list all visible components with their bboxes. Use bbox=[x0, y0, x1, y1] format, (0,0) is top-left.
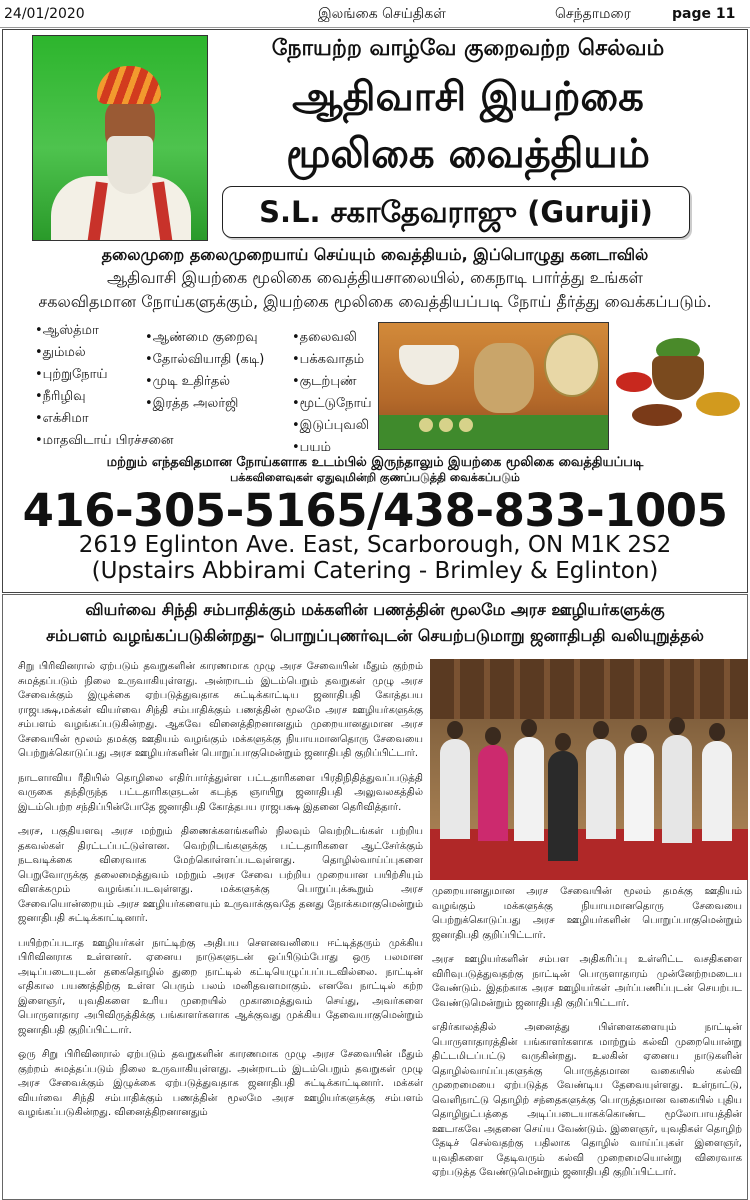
address-line1: 2619 Eglinton Ave. East, Scarborough, ON M1K 2S2 bbox=[78, 532, 672, 558]
spices-photo bbox=[612, 322, 744, 448]
ad-tagline-top: நோயற்ற வாழ்வே குறைவற்ற செல்வம் bbox=[271, 36, 665, 61]
photo-fruit bbox=[439, 418, 453, 432]
photo-person bbox=[440, 739, 470, 839]
phone-numbers: 416-305-5165/438-833-1005 bbox=[22, 484, 728, 537]
ailments-list-3 bbox=[292, 327, 372, 459]
photo-head bbox=[709, 723, 725, 741]
news-headline-line1: வியர்வை சிந்தி சம்பாதிக்கும் மக்களின் பணத்தின் மூலமே அரச ஊழியர்களுக்கு bbox=[85, 600, 665, 619]
article-paragraph: முறையானதுமான அரச சேவையின் மூலம் தமக்கு ஊதியம் வழங்கும் மக்களுக்கு நியாயமானதொரு சேவையை பெற்றுக்கொடுப்பது அரச ஊழியர்களின் பொறுப்பாகுமென்றும் ஜனாதிபதி குறிப்பிட்டார். bbox=[432, 886, 742, 941]
article-main-column bbox=[18, 660, 423, 1131]
article-paragraph: அரச ஊழியர்களின் சம்பள அதிகரிப்பு உள்ளிட்ட வசதிகளை விரிவுபடுத்துவதற்கு நாட்டின் பொருளாதாரம் முன்னேற்றமடைய வேண்டும். இதற்காக அரச ஊழியர்கள் அர்ப்பணிப்புடன் செயற்பட வேண்டுமென்றும் ஜனாதிபதி குறிப்பிட்டார். bbox=[432, 954, 742, 1009]
page-header bbox=[0, 0, 750, 28]
ailment-item: • முடி உதிர்தல் bbox=[145, 371, 264, 393]
ailment-item: • இடுப்புவலி bbox=[292, 415, 372, 437]
page-number: page 11 bbox=[672, 6, 736, 22]
ad-title-line2: மூலிகை வைத்தியம் bbox=[286, 131, 650, 177]
ailment-item: • எக்சிமா bbox=[35, 408, 173, 430]
photo-head bbox=[521, 719, 537, 737]
photo-person bbox=[514, 737, 544, 841]
ailment-item: • தும்மல் bbox=[35, 342, 173, 364]
ailment-item: • தோல்வியாதி (கடி) bbox=[145, 349, 264, 371]
photo-spice-pile bbox=[632, 404, 682, 426]
photo-roots bbox=[474, 343, 534, 413]
ad-more-line1: மற்றும் எந்தவிதமான நோய்களாக உடம்பில் இருந்தாலும் இயற்கை மூலிகை வைத்தியப்படி bbox=[106, 455, 644, 470]
photo-person bbox=[586, 739, 616, 839]
ad-description-line1: ஆதிவாசி இயற்கை மூலிகை வைத்தியசாலையில், கைநாடி பார்த்து உங்கள் bbox=[107, 268, 643, 287]
photo-bowl bbox=[652, 356, 704, 400]
photo-wall bbox=[430, 659, 748, 719]
ailment-item: • தலைவலி bbox=[292, 327, 372, 349]
photo-leaf bbox=[379, 415, 608, 449]
photo-person bbox=[662, 735, 692, 843]
photo-head bbox=[447, 721, 463, 739]
photo-head bbox=[593, 721, 609, 739]
address-line2: (Upstairs Abbirami Catering - Brimley & Eglinton) bbox=[91, 558, 659, 584]
photo-turban bbox=[97, 66, 161, 104]
herbal-medicine-photo bbox=[378, 322, 609, 450]
photo-head bbox=[669, 717, 685, 735]
photo-person bbox=[478, 745, 508, 841]
ailment-item: • இரத்த அலர்ஜி bbox=[145, 393, 264, 415]
ailment-item: • பக்கவாதம் bbox=[292, 349, 372, 371]
photo-person bbox=[624, 743, 654, 841]
ad-description-line2: சகலவிதமான நோய்களுக்கும், இயற்கை மூலிகை வைத்தியப்படி நோய் தீர்த்து வைக்கப்படும். bbox=[38, 292, 712, 311]
photo-jar bbox=[544, 333, 600, 397]
ailment-item: • நீரிழிவு bbox=[35, 386, 173, 408]
ailment-item: • குடற்புண் bbox=[292, 371, 372, 393]
article-paragraph: நாடளாவிய ரீதியில் தொழிலை எதிர்பார்த்துள்ள பட்டதாரிகளை பிரதிநிதித்துவப்படுத்தி வருகை தந்திருந்த பட்டதாரிகளுடன் கடந்த ஞாயிறு ஜனாதிபதி அலுவலகத்தில் இடம்பெற்ற சந்திப்பின்போதே ஜனாதிபதி கோத்தபய ராஜபக்ஷ இதனை தெரிவித்தார். bbox=[18, 772, 423, 813]
photo-chili bbox=[616, 372, 652, 392]
article-paragraph: பயிற்றப்படாத ஊழியர்கள் நாட்டிற்கு அதிபய சௌனவனியை ஈட்டித்தரும் முக்கிய பிரிவினராக உள்ளனர். ஏனைய நாடுகளுடன் ஒப்பிடும்போது ஒரு பலமான அடிப்படையுடன் தகைதொழில் துறை நாட்டில் கட்டியெழுப்பப்படவில்லை. நாட்டின் எதிகால பயணத்திற்கு உள்ள பெரும் பலம் மனிதவளமாகும். எனவே நாட்டில் கற்ற இளைஞர், யுவதிகளை உரிய முறையில் முகாமைத்துவம் செய்து, அவர்களை பொருளாதார அபிவிருத்திக்கு பங்காளர்களாக ஆக்குவது முக்கிய தேவையாகுமென்றும் ஜனாதிபதி குறிப்பிட்டார். bbox=[18, 937, 423, 1036]
article-paragraph: சிறு பிரிவினரால் ஏற்படும் தவறுகளின் காரணமாக முழு அரச சேவையின் மீதும் குற்றம் சுமத்தப்படும் நிலை உருவாகியுள்ளது. அன்றாடம் இடம்பெறும் தவறுகள் முழு அரச சேவைக்கும் இழுக்கை ஏற்படுத்துவதாக சுட்டிக்காட்டிய ஜனாதிபதி கோத்தபய ராஜபக்ஷ,மக்கள் வியர்வை சிந்தி சம்பாதிக்கும் பணத்தின் மூலமே அரச ஊழியர்களுக்கு சம்பளம் வழங்கப்படுகின்றது. ஆகவே வினைத்திறனானதும் முறையானதுமான அரச சேவையின் மூலம் தமக்கு ஊதியம் வழங்கும் மக்களுக்கு நியாயமானதொரு சேவையை பெற்றுக்கொடுப்பது அரச ஊழியர்களின் பொறுப்பாகுமென்றும் ஜனாதிபதி குறிப்பிட்டார். bbox=[18, 661, 423, 759]
article-paragraph: அரச, பகுதியளவு அரச மற்றும் திணைக்களங்களில் நிலவும் வெற்றிடங்கள் பற்றிய தகவல்கள் திரட்டப்பட்டுள்ளன. வெற்றிடங்களுக்கு பட்டதாரிகளை ஆட்சேர்க்கும் நடவடிக்கை விரைவாக மேற்கொள்ளப்படவுள்ளது. தொழில்வாய்ப்புகளை பெறுவோருக்கு தலைமைத்துவம் மற்றும் அரச சேவை பற்றிய முறையான பயிற்சியும் விளக்கமும் வழங்கப்படவுள்ளது. மக்களுக்கு பொறுப்புக்கூறும் அரச சேவையொன்றையும் அரச ஊழியர்களையும் உருவாக்குவதே தனது நோக்கமாகுமென்றும் ஜனாதிபதி சுட்டிக்காட்டினார். bbox=[18, 826, 423, 924]
guruji-photo bbox=[32, 35, 208, 241]
photo-person bbox=[702, 741, 732, 841]
issue-date: 24/01/2020 bbox=[4, 6, 85, 22]
photo-fruit bbox=[459, 418, 473, 432]
photo-fruit bbox=[419, 418, 433, 432]
photo-head bbox=[485, 727, 501, 745]
section-name: இலங்கை செய்திகள் bbox=[318, 6, 446, 22]
ailment-item: • பயம் bbox=[292, 437, 372, 459]
photo-person bbox=[548, 751, 578, 861]
meeting-photo bbox=[430, 659, 748, 880]
ailment-item: • ஆஸ்த்மா bbox=[35, 320, 173, 342]
photo-spice-pile bbox=[696, 392, 740, 416]
ad-tagline: தலைமுறை தலைமுறையாய் செய்யும் வைத்தியம், இப்பொழுது கனடாவில் bbox=[101, 245, 649, 264]
photo-head bbox=[555, 733, 571, 751]
article-paragraph: எதிர்காலத்தில் அனைத்து பிள்ளைகளையும் நாட்டின் பொருளாதாரத்தின் பங்காளர்களாக மாற்றும் கல்வி முறையொன்று திட்டமிடப்பட்டு வருகின்றது. உலகின் ஏனைய நாடுகளின் தொழில்வாய்ப்புகளுக்கு பொருத்தமான வகையில் கல்வி முறைமையை ஏற்படுத்த வேண்டிய தேவையுள்ளது. உள்நாட்டு, வெளிநாட்டு தொழிற் சந்தைகளுக்கு பொருத்தமான வகையில் புதிய தொழிநுட்பத்தை அடிப்படையாகக்கொண்ட மூலோபாயத்தின் ஊடாகவே அதனை செய்ய வேண்டும். இளைஞர், யுவதிகள் தொழிற் தேடிச் செல்வதற்கு பதிலாக தொழில் வாய்ப்புகள் இளைஞர், யுவதிகளை தேடிவரும் கல்வி முறைமையொன்று விரைவாக ஏற்படுத்த வேண்டுமென்றும் ஜனாதிபதி குறிப்பிட்டார். bbox=[432, 1022, 742, 1178]
ad-more-line2: பக்கவிளைவுகள் ஏதுவுமின்றி குணப்படுத்தி வைக்கப்படும் bbox=[230, 471, 520, 484]
ailments-list-2 bbox=[145, 327, 264, 415]
photo-beard bbox=[107, 136, 153, 194]
ailment-item: • மாதவிடாய் பிரச்சனை bbox=[35, 430, 173, 452]
ailment-item: • புற்றுநோய் bbox=[35, 364, 173, 386]
ailment-item: • மூட்டுநோய் bbox=[292, 393, 372, 415]
ailment-item: • ஆண்மை குறைவு bbox=[145, 327, 264, 349]
article-side-column bbox=[432, 885, 742, 1191]
practitioner-name: S.L. சகாதேவராஜு (Guruji) bbox=[222, 186, 690, 238]
publication-name: செந்தாமரை bbox=[555, 6, 631, 22]
photo-head bbox=[631, 725, 647, 743]
news-headline-line2: சம்பளம் வழங்கப்படுகின்றது– பொறுப்புணர்வுடன் செயற்படுமாறு ஜனாதிபதி வலியுறுத்தல் bbox=[46, 626, 704, 645]
photo-mortar bbox=[399, 345, 459, 385]
article-paragraph: ஒரு சிறு பிரிவினரால் ஏற்படும் தவறுகளின் காரணமாக முழு அரச சேவையின் மீதும் குற்றம் சுமத்தப்படும் நிலை உருவாகியுள்ளது. அன்றாடம் இடம்பெறும் தவறுகள் முழு அரச சேவைக்கும் இழுக்கை ஏற்படுத்துவதாக ஜனாதிபதி சுட்டிக்காட்டினார். மக்கள் வியர்வை சிந்தி சம்பாதிக்கும் பணத்தின் மூலமே அரச ஊழியர்களுக்கு சம்பளம் வழங்கப்படுகின்றது. வினைத்திறனானதும் bbox=[18, 1049, 423, 1118]
ad-title-line1: ஆதிவாசி இயற்கை bbox=[292, 74, 644, 120]
